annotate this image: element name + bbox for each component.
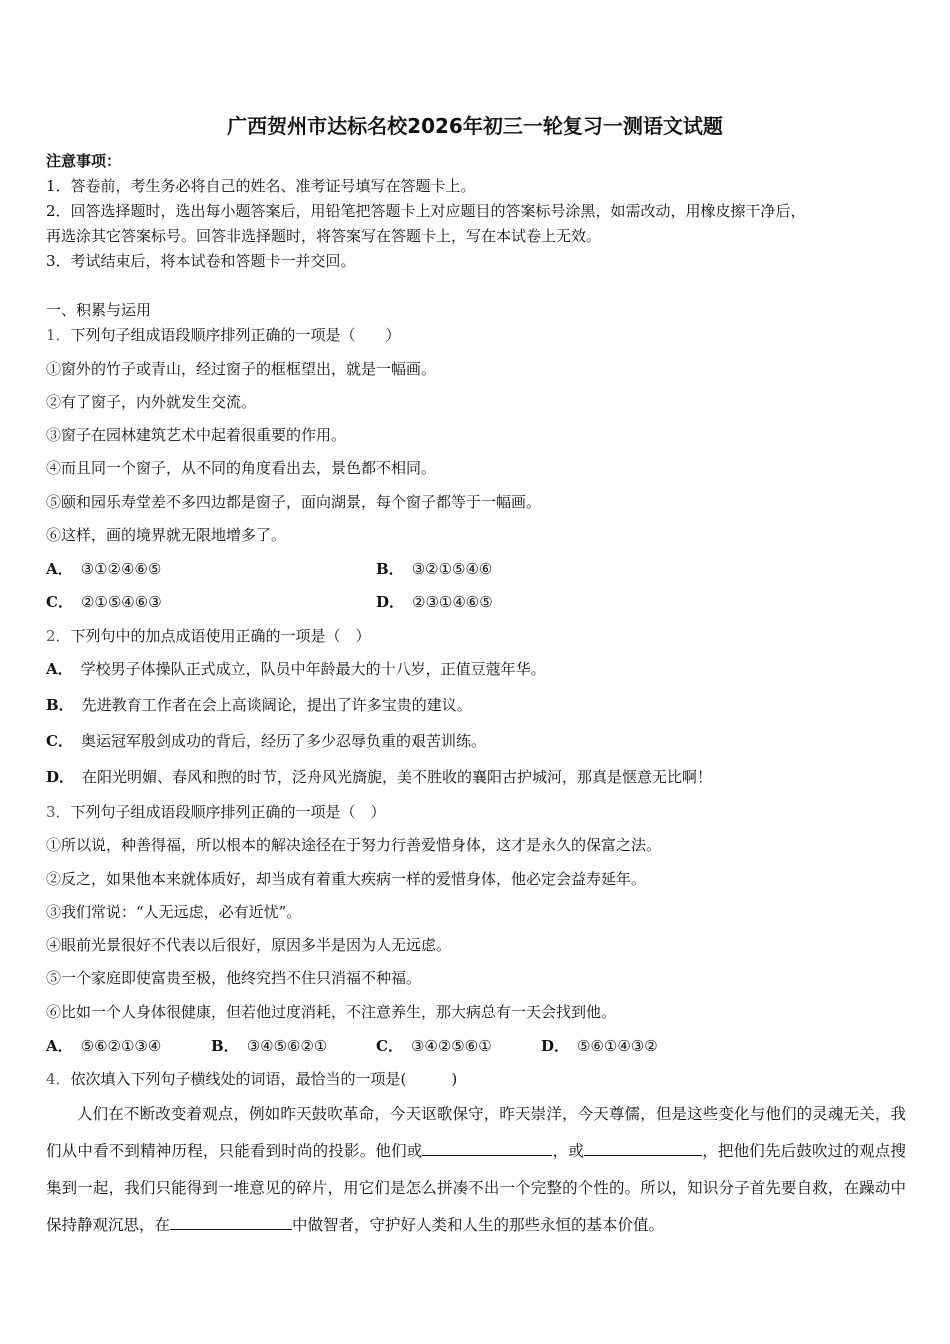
q3-option-d[interactable] — [541, 1036, 658, 1056]
option-text: 奥运冠军殷剑成功的背后，经历了多少忍辱负重的艰苦训练。 — [80, 732, 486, 750]
q2-option-a[interactable] — [46, 659, 546, 679]
q1-sentence: ③窗子在园林建筑艺术中起着很重要的作用。 — [46, 426, 347, 444]
question-number: 4． — [46, 1070, 71, 1088]
option-key: C． — [46, 593, 73, 611]
q1-sentence: ①窗外的竹子或青山，经过窗子的框框望出，就是一幅画。 — [46, 360, 437, 378]
passage-text: ，把他们先后鼓吹过的观点搜集到一起，我们只能得到一堆意见的碎片，用它们是怎么拼凑不出一个完整的个性的。所以，知识分子首先要自救，在躁动中保持静观沉思，在 — [46, 1142, 906, 1234]
q3-sentence: ⑤一个家庭即使富贵至极，他终究挡不住只消福不种福。 — [46, 969, 422, 987]
question-text: 依次填入下列句子横线处的词语，最恰当的一项是( ) — [70, 1070, 458, 1088]
option-key: B． — [376, 560, 404, 578]
question-text: 下列句中的加点成语使用正确的一项是（ ） — [70, 627, 371, 645]
q1-option-c[interactable] — [46, 592, 162, 612]
q4-passage — [46, 1096, 906, 1244]
fill-blank-1[interactable] — [422, 1139, 552, 1156]
option-key: D． — [376, 593, 405, 611]
q3-option-c[interactable] — [376, 1036, 492, 1056]
q3-option-a[interactable] — [46, 1036, 161, 1056]
q1-sentence: ⑤颐和园乐寿堂差不多四边都是窗子，面向湖景，每个窗子都等于一幅画。 — [46, 493, 542, 511]
q3-sentence: ③我们常说：“人无远虑，必有近忧”。 — [46, 903, 302, 921]
question-number: 1． — [46, 326, 71, 344]
option-key: B． — [46, 696, 74, 714]
option-text: ③②①⑤④⑥ — [411, 560, 493, 578]
notice-heading: 注意事项： — [46, 152, 122, 170]
option-text: ②①⑤④⑥③ — [80, 593, 162, 611]
notice-item: 2．回答选择题时，选出每小题答案后，用铅笔把答题卡上对应题目的答案标号涂黑，如需改动，用橡皮擦干净后， — [46, 202, 806, 220]
q1-sentence: ④而且同一个窗子，从不同的角度看出去，景色都不相同。 — [46, 459, 437, 477]
passage-text: 人们在不断改变着观点，例如昨天鼓吹革命，今天讴歌保守，昨天崇洋，今天尊儒，但是这些变化与他们的灵魂无关，我们从中看不到精神历程，只能看到时尚的投影。他们或 — [46, 1105, 906, 1160]
section-heading: 一、积累与运用 — [46, 301, 152, 319]
notice-item: 再选涂其它答案标号。回答非选择题时，将答案写在答题卡上，写在本试卷上无效。 — [46, 227, 602, 245]
q2-option-c[interactable] — [46, 731, 486, 751]
option-key: C． — [376, 1037, 403, 1055]
q1-option-d[interactable] — [376, 592, 493, 612]
option-text: ③①②④⑥⑤ — [80, 560, 162, 578]
q2-option-d[interactable] — [46, 767, 712, 787]
option-key: A． — [46, 1037, 73, 1055]
question-4-stem — [46, 1069, 457, 1089]
option-text: 先进教育工作者在会上高谈阔论，提出了许多宝贵的建议。 — [81, 696, 472, 714]
q2-option-b[interactable] — [46, 695, 472, 715]
option-key: C． — [46, 732, 73, 750]
option-text: 学校男子体操队正式成立，队员中年龄最大的十八岁，正值豆蔻年华。 — [80, 660, 546, 678]
q3-sentence: ⑥比如一个人身体很健康，但若他过度消耗，不注意养生，那大病总有一天会找到他。 — [46, 1003, 617, 1021]
q3-option-b[interactable] — [211, 1036, 327, 1056]
option-text: 在阳光明媚、春风和煦的时节，泛舟风光旖旎，美不胜收的襄阳古护城河，那真是惬意无比啊！ — [82, 768, 713, 786]
option-key: D． — [541, 1037, 570, 1055]
option-text: ③④②⑤⑥① — [410, 1037, 492, 1055]
q3-sentence: ①所以说，种善得福，所以根本的解决途径在于努力行善爱惜身体，这才是永久的保富之法。 — [46, 836, 662, 854]
option-key: D． — [46, 768, 75, 786]
option-text: ③④⑤⑥②① — [246, 1037, 328, 1055]
question-text: 下列句子组成语段顺序排列正确的一项是（ ） — [70, 326, 401, 344]
notice-item: 1．答卷前，考生务必将自己的姓名、准考证号填写在答题卡上。 — [46, 177, 476, 195]
option-key: B． — [211, 1037, 239, 1055]
q1-option-a[interactable] — [46, 559, 161, 579]
q1-sentence: ②有了窗子，内外就发生交流。 — [46, 393, 257, 411]
question-2-stem — [46, 626, 371, 646]
option-key: A． — [46, 660, 73, 678]
option-text: ②③①④⑥⑤ — [412, 593, 493, 611]
question-number: 2． — [46, 627, 71, 645]
page-title: 广西贺州市达标名校2026年初三一轮复习一测语文试题 — [227, 114, 723, 138]
notice-item: 3．考试结束后，将本试卷和答题卡一并交回。 — [46, 252, 356, 270]
option-text: ⑤⑥①④③② — [577, 1037, 658, 1055]
passage-text: 中做智者，守护好人类和人生的那些永恒的基本价值。 — [292, 1216, 665, 1234]
question-3-stem — [46, 802, 386, 822]
q3-sentence: ④眼前光景很好不代表以后很好，原因多半是因为人无远虑。 — [46, 936, 452, 954]
question-1-stem — [46, 325, 401, 345]
fill-blank-2[interactable] — [584, 1139, 702, 1156]
q1-sentence: ⑥这样，画的境界就无限地增多了。 — [46, 526, 287, 544]
passage-text: ，或 — [552, 1142, 585, 1160]
option-text: ⑤⑥②①③④ — [80, 1037, 162, 1055]
fill-blank-3[interactable] — [170, 1213, 292, 1230]
option-key: A． — [46, 560, 73, 578]
question-text: 下列句子组成语段顺序排列正确的一项是（ ） — [70, 803, 386, 821]
q1-option-b[interactable] — [376, 559, 492, 579]
q3-sentence: ②反之，如果他本来就体质好，却当成有着重大疾病一样的爱惜身体，他必定会益寿延年。 — [46, 870, 647, 888]
question-number: 3． — [46, 803, 71, 821]
